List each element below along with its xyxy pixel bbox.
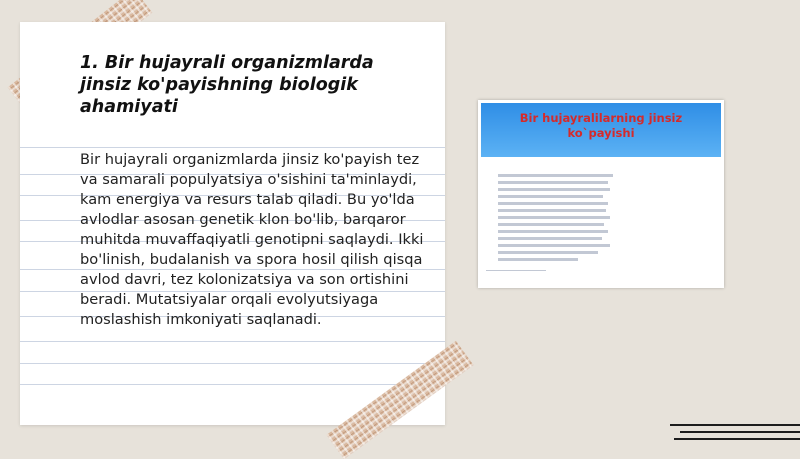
section-heading: 1. Bir hujayrali organizmlarda jinsiz ko'payishning biologik ahamiyati — [80, 53, 374, 117]
ruled-line — [20, 147, 445, 148]
thumbnail-text-line — [498, 237, 602, 240]
thumbnail-header — [481, 103, 721, 157]
thumbnail-text-line — [498, 251, 598, 254]
thumbnail-divider — [486, 270, 546, 271]
thumbnail-text-line — [498, 244, 610, 247]
decorative-line — [670, 424, 800, 426]
thumbnail-text-line — [498, 188, 610, 191]
thumbnail-text-line — [498, 195, 603, 198]
thumbnail-text-line — [498, 181, 608, 184]
thumbnail-text-line — [498, 209, 606, 212]
thumbnail-text-line — [498, 216, 610, 219]
notebook-paper — [20, 22, 445, 425]
thumbnail-text-line — [498, 202, 608, 205]
thumbnail-text-line — [498, 174, 613, 177]
thumbnail-text-line — [498, 230, 608, 233]
body-paragraph: Bir hujayrali organizmlarda jinsiz ko'payish tez va samarali populyatsiya o'sishini ta'minlaydi, kam energiya va resurs talab qiladi. Bu yo'lda avlodlar asosan genetik klon bo'lib, barqaror muhitda muvaffaqiyatli genotipni saqlaydi. Ikki bo'linish, budalanish va spora hosil qilish qisqa avlod davri, tez kolonizatsiya va son ortishini beradi. Mutatsiyalar orqali evolyutsiyaga moslashish imkoniyati saqlanadi. — [80, 151, 424, 328]
thumbnail-title: Bir hujayralilarning jinsiz ko`payishi — [519, 111, 683, 140]
thumbnail-text-line — [498, 223, 604, 226]
ruled-line — [20, 384, 445, 385]
slide-thumbnail — [478, 100, 724, 288]
decorative-line — [674, 438, 800, 440]
ruled-line — [20, 341, 445, 342]
thumbnail-text-line — [498, 258, 578, 261]
ruled-line — [20, 363, 445, 364]
decorative-line — [680, 431, 800, 433]
